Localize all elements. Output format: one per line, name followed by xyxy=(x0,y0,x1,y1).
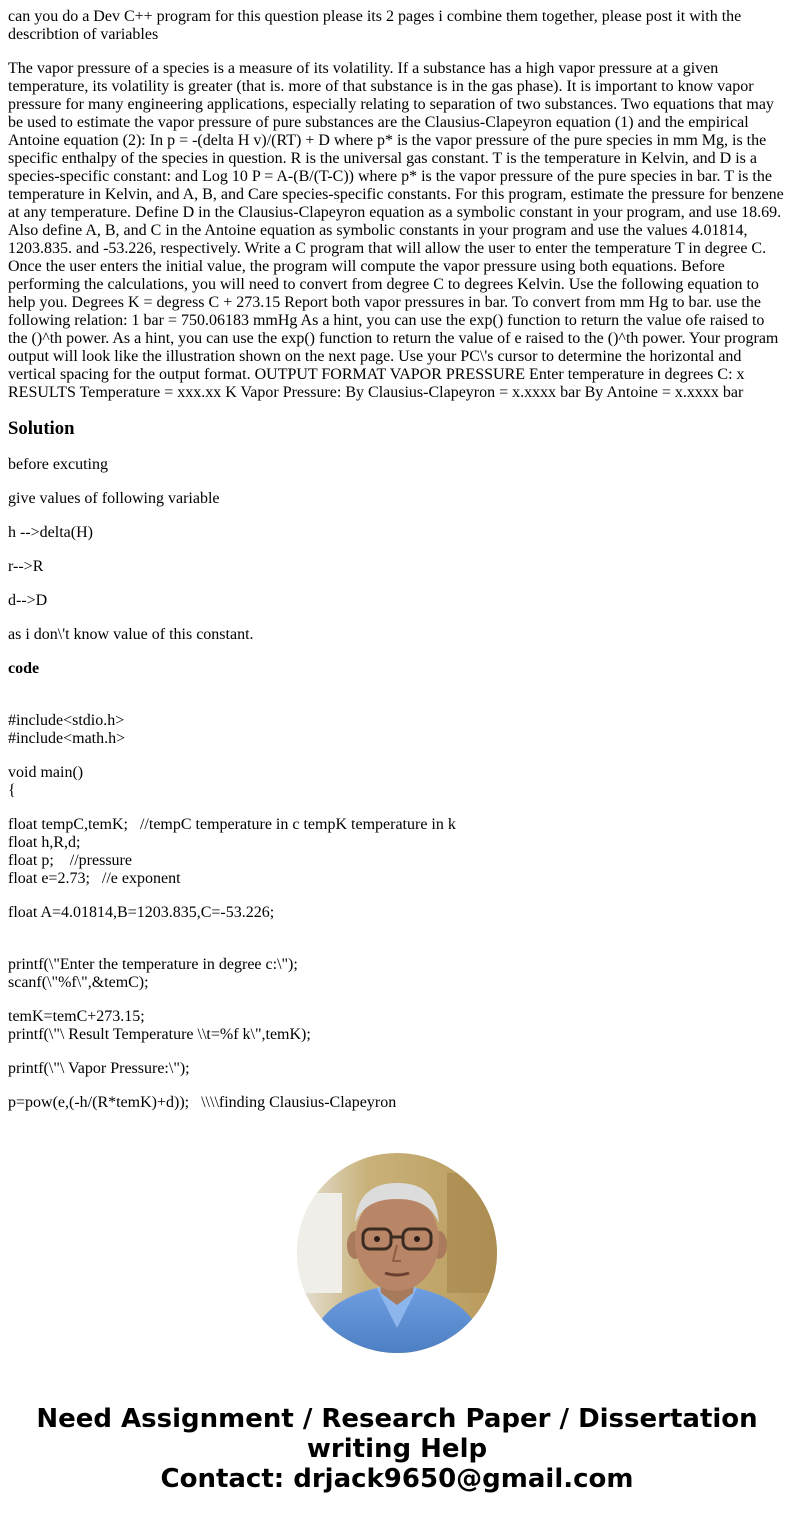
footer-line: writing Help xyxy=(306,1434,488,1464)
code-line: printf(\"Enter the temperature in degree c:\"); xyxy=(8,956,298,973)
solution-heading: Solution xyxy=(8,418,75,439)
question-intro: can you do a Dev C++ program for this question please its 2 pages i combine them together, please post it with the describtion of variables xyxy=(8,8,742,43)
solution-paragraph: give values of following variable xyxy=(8,490,220,507)
code-line: scanf(\"%f\",&temC); xyxy=(8,974,149,991)
code-line: void main() xyxy=(8,764,84,781)
code-label: code xyxy=(8,660,40,677)
solution-paragraph: h -->delta(H) xyxy=(8,524,93,541)
code-line: printf(\"\ Result Temperature \\t=%f k\",temK); xyxy=(8,1026,311,1043)
question-text: The vapor pressure of a species is a measure of its volatility. If a substance has a high vapor pressure at a given temperature, its volatility is greater (that is. more of that substance is in the gas phase). It is important to know vapor pressure for many engineering applications, especially relating to separation of two substances. Two equations that may be used to estimate the vapor pressure of pure substances are the Clausius-Clapeyron equation (1) and the empirical Antoine equation (2): In p = -(delta H v)/(RT) + D where p* is the vapor pressure of the pure species in mm Mg, is the specific enthalpy of the species in question. R is the universal gas constant. T is the temperature in Kelvin, and D is a species-specific constant: and Log 10 P = A-(B/(T-C)) where p* is the vapor pressure of the pure species in bar. T is the temperature in Kelvin, and A, B, and Care species-specific constants. For this program, estimate the pressure for benzene at any temperature. Define D in the Clausius-Clapeyron equation as a symbolic constant in your program, and use 18.69. Also define A, B, and C in the Antoine equation as symbolic constants in your program and use the values 4.01814, 1203.835. and -53.226, respectively. Write a C program that will allow the user to enter the temperature T in degree C. Once the user enters the initial value, the program will compute the vapor pressure using both equations. Before performing the calculations, you will need to convert from degree C to degrees Kelvin. Use the following equation to help you. Degrees K = degress C + 273.15 Report both vapor pressures in bar. To convert from mm Hg to bar. use the following relation: 1 bar = 750.06183 mmHg As a hint, you can use the exp() function to return the value ofe raised to the ()^th power. As a hint, you can use the exp() function to return the value of e raised to the ()^th power. Your program output will look like the illustration shown on the next page. Use your PC\'s cursor to determine the horizontal and vertical spacing for the output format. OUTPUT FORMAT VAPOR PRESSURE Enter temperature in degrees C: x RESULTS Temperature = xxx.xx K Vapor Pressure: By Clausius-Clapeyron = x.xxxx bar By Antoine = x.xxxx bar xyxy=(8,60,784,401)
solution-paragraph: before excuting xyxy=(8,456,108,473)
solution-paragraph: as i don\'t know value of this constant. xyxy=(8,626,254,643)
document-body xyxy=(8,8,786,1112)
code-line: printf(\"\ Vapor Pressure:\"); xyxy=(8,1060,190,1077)
code-line: temK=temC+273.15; xyxy=(8,1008,145,1025)
code-line: p=pow(e,(-h/(R*temK)+d)); \\\\finding Clausius-Clapeyron xyxy=(8,1094,397,1111)
code-line: float h,R,d; xyxy=(8,834,81,851)
avatar-portrait xyxy=(297,1153,497,1353)
code-line: float tempC,temK; //tempC temperature in c tempK temperature in k xyxy=(8,816,456,833)
code-line: float p; //pressure xyxy=(8,852,132,869)
code-line: #include<stdio.h> xyxy=(8,712,125,729)
footer-banner xyxy=(0,1404,794,1494)
footer-contact: Contact: drjack9650@gmail.com xyxy=(160,1464,634,1494)
code-line: float A=4.01814,B=1203.835,C=-53.226; xyxy=(8,904,275,921)
avatar xyxy=(297,1153,497,1353)
solution-paragraph: d-->D xyxy=(8,592,48,609)
code-line: #include<math.h> xyxy=(8,730,126,747)
footer-line: Need Assignment / Research Paper / Dissertation xyxy=(36,1404,758,1434)
code-line: float e=2.73; //e exponent xyxy=(8,870,181,887)
solution-paragraph: r-->R xyxy=(8,558,44,575)
code-block xyxy=(8,712,786,1112)
code-line: { xyxy=(8,782,16,799)
